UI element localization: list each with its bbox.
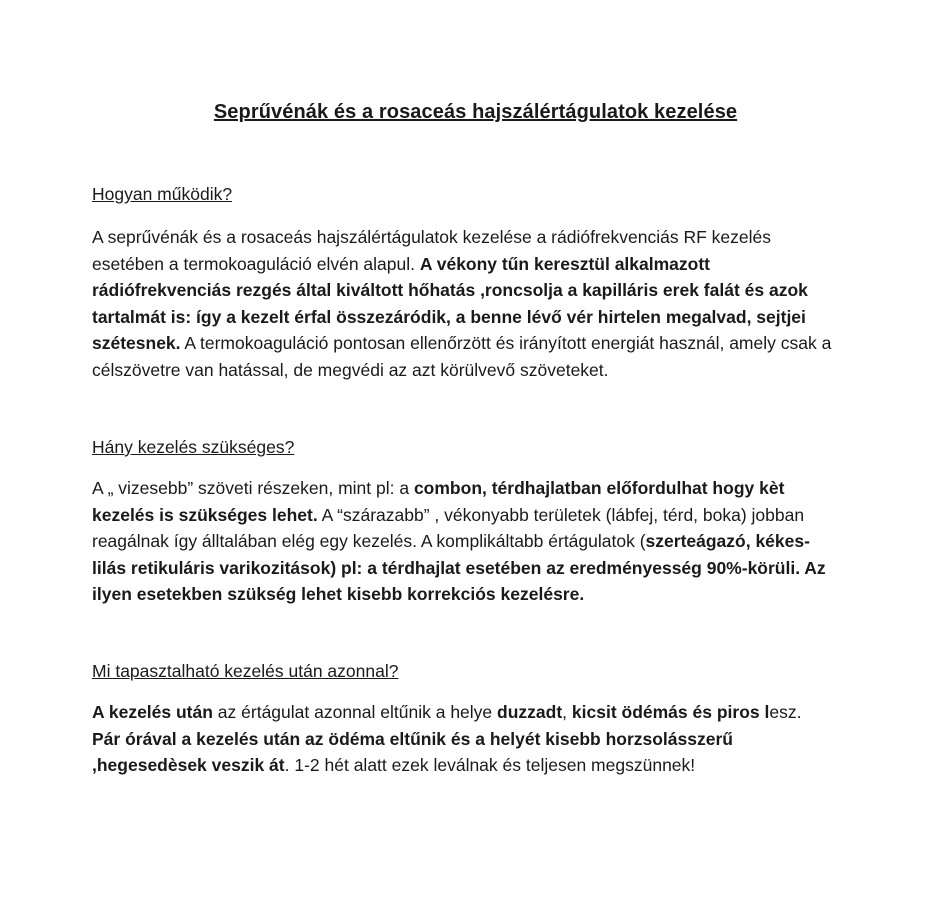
- section-heading-how-it-works: Hogyan működik?: [92, 184, 233, 204]
- paragraph-run-bold: A vékony tűn keresztül alkalmazott rádiófrekvenciás rezgés által kiváltott hőhatás ,roncsolja a kapilláris erek falát és azok tartalmát is: így a kezelt érfal összezáródik, a benne lévő vér hirtelen megalvad, sejtjei szétesnek.: [92, 253, 808, 353]
- section-paragraph-after-treatment: [92, 699, 832, 779]
- paragraph-run: . 1-2 hét alatt ezek leválnak és teljesen megszünnek!: [284, 755, 696, 775]
- paragraph-run: A “szárazabb” , vékonyabb területek (lábfej, térd, boka) jobban reagálnak így álltalában elég egy kezelés. A komplikáltabb értágulatok (: [92, 504, 805, 551]
- paragraph-run-bold: A kezelés után: [92, 702, 213, 722]
- paragraph-run: A „ vizesebb” szöveti részeken, mint pl: a: [92, 478, 414, 498]
- section-paragraph-how-many-treatments: [92, 475, 832, 608]
- document-title: Seprűvénák és a rosaceás hajszálértágulatok kezelése: [213, 101, 738, 123]
- paragraph-run-bold: Pár órával a kezelés után az ödéma eltűnik és a helyét kisebb horzsolásszerű ,hegesedèsek veszik át: [92, 728, 733, 775]
- paragraph-run-bold: kicsit ödémás és piros l: [571, 702, 770, 722]
- paragraph-run: az értágulat azonnal eltűnik a helye: [212, 702, 498, 722]
- paragraph-run: A seprűvénák és a rosaceás hajszálértágulatok kezelése a rádiófrekvenciás RF kezelés esetében a termokoaguláció elvén alapul.: [92, 227, 771, 274]
- section-heading-after-treatment: Mi tapasztalható kezelés után azonnal?: [92, 661, 399, 681]
- paragraph-run: A termokoaguláció pontosan ellenőrzött és irányított energiát használ, amely csak a célszövetre van hatással, de megvédi az azt körülvevő szöveteket.: [92, 333, 832, 380]
- paragraph-run: ,: [562, 702, 572, 722]
- paragraph-run: esz.: [769, 702, 802, 722]
- section-heading-how-many-treatments: Hány kezelés szükséges?: [92, 437, 295, 457]
- section-paragraph-how-it-works: [92, 224, 832, 383]
- paragraph-run-bold: combon, térdhajlatban előfordulhat hogy kèt kezelés is szükséges lehet.: [92, 478, 785, 525]
- paragraph-run-bold: duzzadt: [497, 702, 563, 722]
- paragraph-run-bold: szerteágazó, kékes-lilás retikuláris varikozitások) pl: a térdhajlat esetében az eredményesség 90%-körüli. Az ilyen esetekben szükség lehet kisebb korrekciós kezelésre.: [92, 531, 826, 604]
